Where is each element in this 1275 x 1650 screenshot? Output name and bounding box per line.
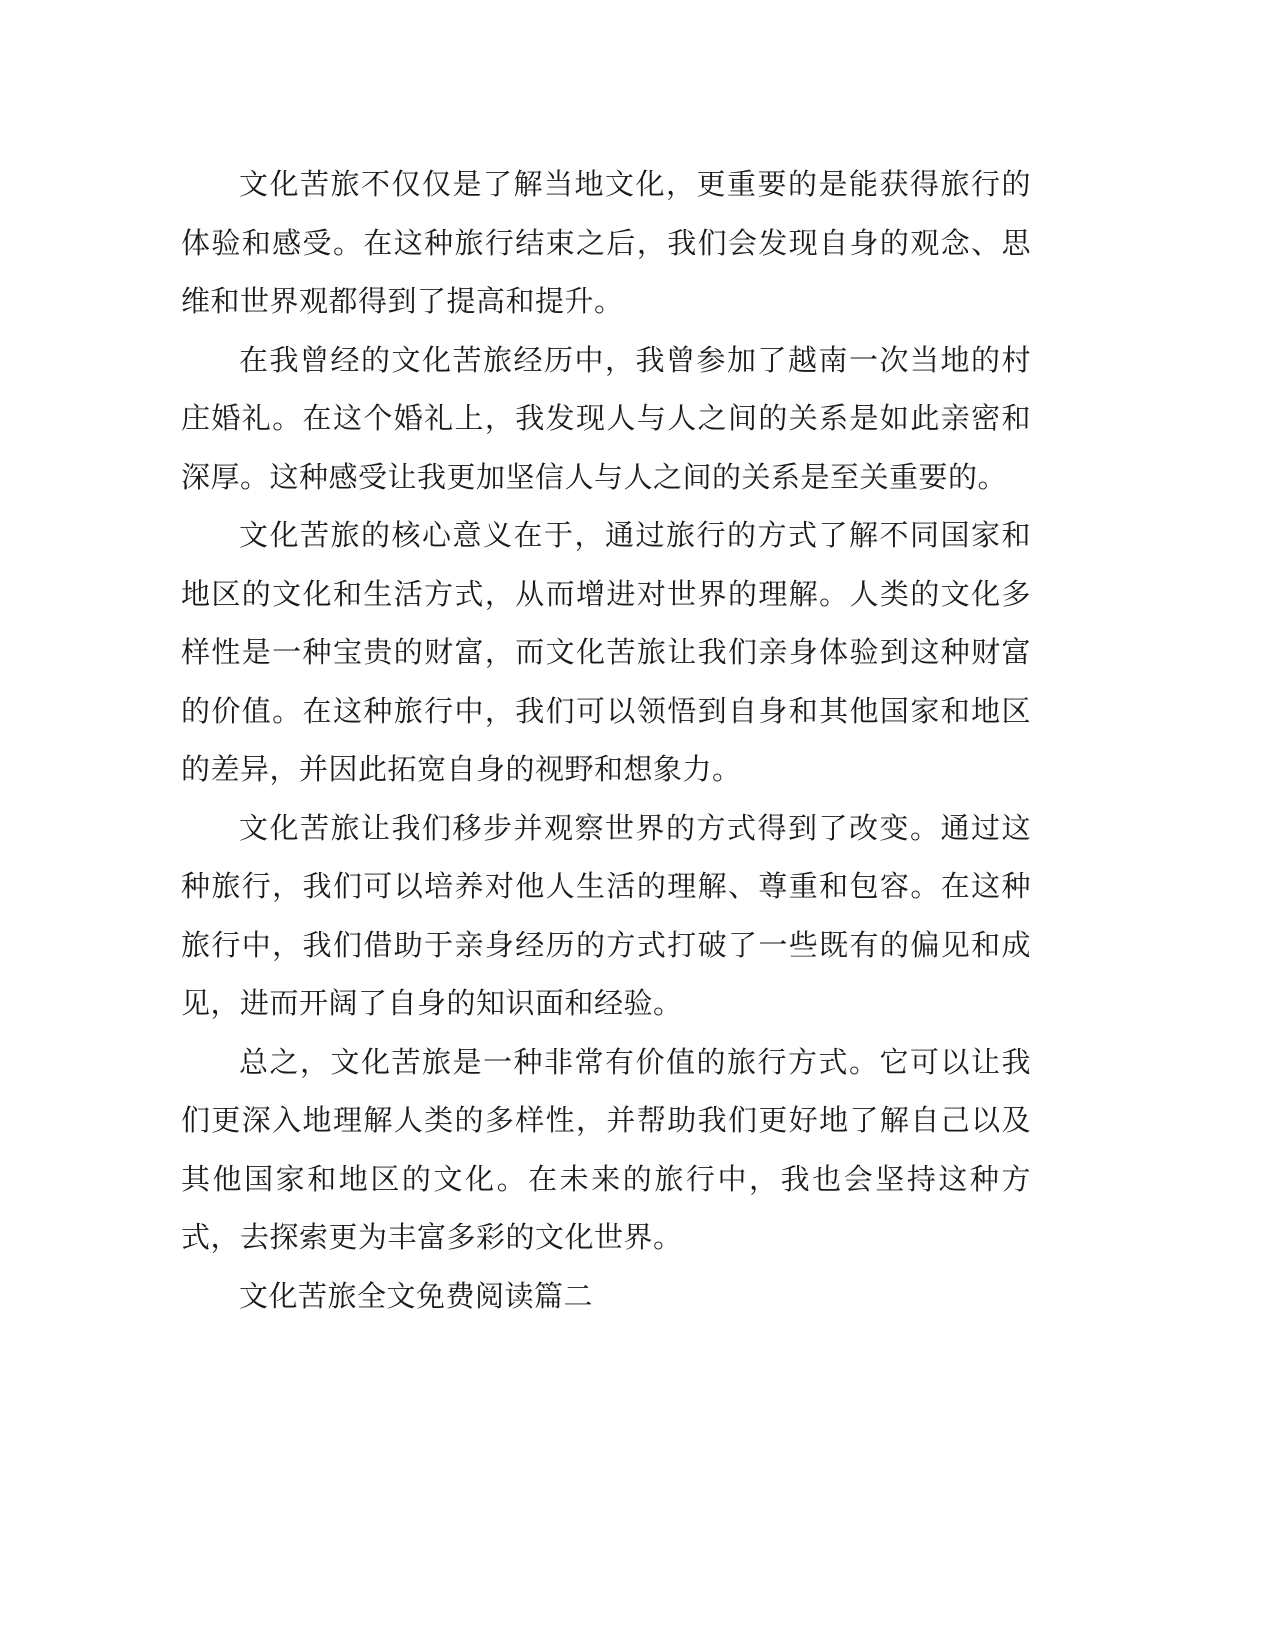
paragraph-2: 在我曾经的文化苦旅经历中，我曾参加了越南一次当地的村庄婚礼。在这个婚礼上，我发现人与人之间的关系是如此亲密和深厚。这种感受让我更加坚信人与人之间的关系是至关重要的。 (181, 342, 1031, 494)
paragraph-5: 总之，文化苦旅是一种非常有价值的旅行方式。它可以让我们更深入地理解人类的多样性，并帮助我们更好地了解自己以及其他国家和地区的文化。在未来的旅行中，我也会坚持这种方式，去探索更为丰富多彩的文化世界。 (181, 1044, 1031, 1254)
paragraph-4: 文化苦旅让我们移步并观察世界的方式得到了改变。通过这种旅行，我们可以培养对他人生活的理解、尊重和包容。在这种旅行中，我们借助于亲身经历的方式打破了一些既有的偏见和成见，进而开阔了自身的知识面和经验。 (181, 810, 1031, 1020)
paragraph-3: 文化苦旅的核心意义在于，通过旅行的方式了解不同国家和地区的文化和生活方式，从而增进对世界的理解。人类的文化多样性是一种宝贵的财富，而文化苦旅让我们亲身体验到这种财富的价值。在这种旅行中，我们可以领悟到自身和其他国家和地区的差异，并因此拓宽自身的视野和想象力。 (181, 518, 1031, 786)
section-heading: 文化苦旅全文免费阅读篇二 (239, 1278, 594, 1313)
document-body (181, 155, 1031, 1325)
paragraph-1: 文化苦旅不仅仅是了解当地文化，更重要的是能获得旅行的体验和感受。在这种旅行结束之后，我们会发现自身的观念、思维和世界观都得到了提高和提升。 (181, 167, 1031, 318)
